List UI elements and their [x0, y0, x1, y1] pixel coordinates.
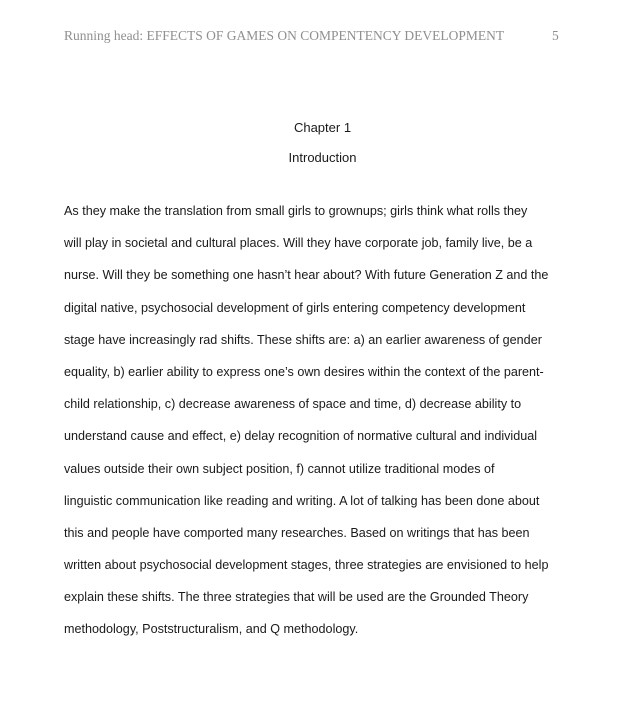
paragraph-line: explain these shifts. The three strategies that will be used are the Grounded Theory — [64, 590, 529, 605]
paragraph-line: will play in societal and cultural places. Will they have corporate job, family live, be a — [64, 236, 533, 251]
running-head-text: Running head: EFFECTS OF GAMES ON COMPENTENCY DEVELOPMENT — [64, 28, 505, 43]
paragraph-line: stage have increasingly rad shifts. These shifts are: a) an earlier awareness of gender — [64, 332, 542, 347]
paragraph-line: methodology, Poststructuralism, and Q methodology. — [64, 622, 359, 637]
paragraph-line: equality, b) earlier ability to express one’s own desires within the context of the parent- — [64, 364, 544, 379]
page-number: 5 — [552, 28, 559, 43]
paragraph-line: understand cause and effect, e) delay recognition of normative cultural and individual — [64, 429, 538, 444]
paragraph-line: child relationship, c) decrease awareness of space and time, d) decrease ability to — [64, 397, 522, 412]
paragraph-line: As they make the translation from small girls to grownups; girls think what rolls they — [64, 204, 528, 218]
paragraph-line: digital native, psychosocial development of girls entering competency development — [64, 300, 526, 315]
paragraph-line: nurse. Will they be something one hasn’t hear about? With future Generation Z and the — [64, 268, 549, 283]
paragraph-line: written about psychosocial development stages, three strategies are envisioned to help — [64, 558, 549, 573]
chapter-number: Chapter 1 — [293, 120, 352, 135]
paragraph-line: linguistic communication like reading and writing. A lot of talking has been done about — [64, 493, 540, 508]
body-paragraph — [64, 195, 584, 646]
chapter-title: Introduction — [288, 150, 357, 165]
running-header — [64, 28, 564, 48]
paragraph-line: this and people have comported many researches. Based on writings that has been — [64, 525, 530, 540]
paragraph-line: values outside their own subject position, f) cannot utilize traditional modes of — [64, 461, 495, 476]
